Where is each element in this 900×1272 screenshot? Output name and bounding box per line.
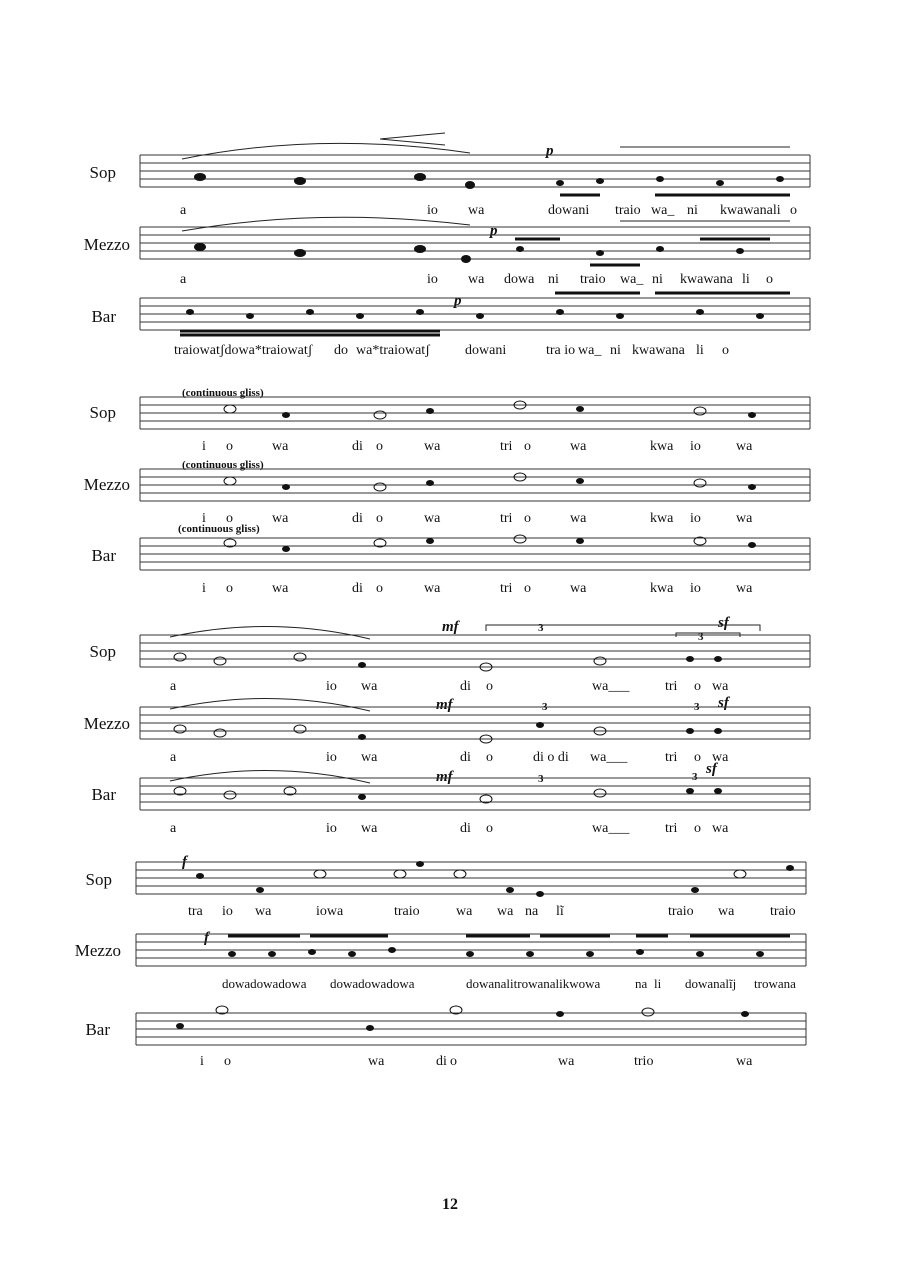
dynamic-sf: sf [718,615,729,631]
dynamic-sf: sf [706,761,717,777]
lyric: o [376,511,383,526]
lyric: o [524,511,531,526]
lyric: i [200,1054,204,1069]
lyric: dowanalitrowanalikwowa [466,976,601,991]
dynamic-mf: mf [436,697,453,713]
lyric: wa___ [592,821,630,836]
dynamic-mf: mf [442,619,459,635]
lyric: i [202,439,206,454]
lyric: di [460,679,471,694]
lyrics-sop [140,203,820,221]
lyric: wa [570,581,587,596]
lyric: io [427,203,438,218]
lyric: wa [424,581,441,596]
lyric: wa [468,272,485,287]
system-2 [0,385,900,605]
system-4 [0,850,900,1075]
mezzo-label: Mezzo [83,714,130,733]
mezzo-label: Mezzo [74,941,121,960]
lyric: wa [712,750,729,765]
lyric: ni [652,272,663,287]
lyric: kwawana [632,343,685,358]
lyric: o [524,581,531,596]
lyric: di [460,750,471,765]
lyric: io [690,511,701,526]
lyric: wa [558,1054,575,1069]
lyric: traio [770,904,796,919]
lyric: a [180,203,187,218]
lyric: wa [736,581,753,596]
lyric: o [486,821,493,836]
lyric: io [222,904,233,919]
lyric: wa [368,1054,385,1069]
lyric: o [790,203,797,218]
lyrics-sop [140,904,820,922]
lyric: li [654,976,662,991]
lyric: wa [712,821,729,836]
lyric: o [450,1054,457,1069]
lyrics-sop [140,439,820,457]
lyric: o [224,1054,231,1069]
sop-label: Sop [89,163,116,182]
lyrics-mezzo [140,750,820,768]
lyrics-bar [140,821,820,839]
lyric: na [635,976,648,991]
lyric: dowanalĩj [685,976,737,991]
lyric: wa [361,679,378,694]
lyric: i [202,511,206,526]
lyric: na [525,904,539,919]
lyric: li [696,343,704,358]
lyric: tri [665,821,678,836]
sop-staff [140,397,810,429]
lyric: tra [188,904,203,919]
dynamic-p: p [454,293,462,309]
lyric: a [170,679,177,694]
lyrics-mezzo [140,272,820,290]
bar-staff [140,298,810,330]
lyric: traio [668,904,694,919]
gliss-marking: (continuous gliss) [182,387,264,399]
lyric: io [690,581,701,596]
lyric: wa [272,439,289,454]
lyric: lĩ [556,904,564,919]
bar-staff [140,538,810,570]
mezzo-staff [136,934,806,966]
bar-label: Bar [91,546,116,565]
bar-label: Bar [85,1020,110,1039]
lyric: io [690,439,701,454]
lyrics-mezzo [140,511,820,529]
lyric: i [202,581,206,596]
lyrics-bar [140,343,820,361]
triplet-marking: 3 [692,771,698,783]
sop-staff [140,635,810,667]
lyric: wa [468,203,485,218]
lyric: do [334,343,348,358]
hairpin [380,133,445,145]
lyrics-bar [140,581,820,599]
lyrics-mezzo [140,976,820,994]
lyric: dowadowadowa [222,976,307,991]
lyric: tri [500,511,513,526]
mezzo-label: Mezzo [83,235,130,254]
system-1 [0,135,900,365]
dynamic-mf: mf [436,769,453,785]
lyric: wa_ [651,203,675,218]
notes [224,401,756,552]
lyric: iowa [316,904,344,919]
gliss-marking: (continuous gliss) [182,459,264,471]
bar-staff [140,778,810,810]
staff-group [0,850,900,1075]
dynamic-sf: sf [718,695,729,711]
dynamic-p: p [490,223,498,239]
lyric: kwawana [680,272,733,287]
lyric: dowa [504,272,535,287]
lyric: wa [712,679,729,694]
lyric: wa_ [578,343,602,358]
lyric: tri [665,679,678,694]
staff-group [0,385,900,605]
lyric: wa [424,511,441,526]
slur [182,143,470,159]
mezzo-label: Mezzo [83,475,130,494]
lyric: di [436,1054,447,1069]
lyric: wa [736,511,753,526]
dynamic-f: f [182,854,187,870]
lyrics-bar [140,1054,820,1072]
sop-staff [140,155,810,187]
lyric: o [694,821,701,836]
lyric: wa [255,904,272,919]
lyric: dowani [465,343,507,358]
slur [170,626,370,639]
staff-group [0,135,900,365]
lyric: o [226,581,233,596]
dynamic-f: f [204,930,209,946]
sop-label: Sop [89,642,116,661]
lyric: o [376,581,383,596]
lyric: o [226,439,233,454]
mezzo-staff [140,227,810,259]
lyric: wa [497,904,514,919]
triplet-marking: 3 [538,773,544,785]
triplet-marking: 3 [538,622,544,634]
lyric: dowani [548,203,590,218]
staff-group [0,615,900,840]
bar-label: Bar [91,307,116,326]
page-number: 12 [442,1196,458,1213]
lyric: a [170,821,177,836]
lyric: io [326,821,337,836]
lyric: o [694,679,701,694]
lyric: wa [570,439,587,454]
lyric: tra io [546,343,576,358]
lyric: io [427,272,438,287]
lyric: wa___ [592,679,630,694]
slur [170,698,370,711]
sop-staff [136,862,806,894]
triplet-marking: 3 [694,701,700,713]
triplet-marking: 3 [542,701,548,713]
lyric: traio [394,904,420,919]
lyric: di [352,511,363,526]
lyric: tri [500,581,513,596]
system-3 [0,615,900,840]
lyric: kwa [650,581,674,596]
lyric: wa [272,581,289,596]
lyric: traiowatʃdowa*traiowatʃ [174,343,313,358]
gliss-marking: (continuous gliss) [178,523,260,535]
lyric: wa [272,511,289,526]
lyric: di [352,439,363,454]
lyric: a [170,750,177,765]
lyric: kwa [650,439,674,454]
lyric: o [766,272,773,287]
bar-staff [136,1013,806,1045]
lyric: trio [634,1054,654,1069]
lyric: traio [580,272,606,287]
lyric: traio [615,203,641,218]
lyric: wa___ [590,750,628,765]
lyric: wa*traiowatʃ [356,343,430,358]
lyric: wa [736,1054,753,1069]
lyric: tri [665,750,678,765]
dynamic-p: p [546,143,554,159]
lyric: o [376,439,383,454]
lyric: wa [570,511,587,526]
lyric: di [352,581,363,596]
lyric: di o di [533,750,569,765]
lyric: wa [361,750,378,765]
lyric: ni [610,343,621,358]
notes [176,861,794,1031]
sop-label: Sop [89,403,116,422]
lyric: o [226,511,233,526]
triplet-marking: 3 [698,631,704,643]
lyric: trowana [754,976,796,991]
lyrics-sop [140,679,820,697]
lyric: ni [687,203,698,218]
lyric: o [524,439,531,454]
lyric: kwa [650,511,674,526]
mezzo-staff [140,469,810,501]
lyric: ni [548,272,559,287]
mezzo-staff [140,707,810,739]
lyric: kwawanali [720,203,781,218]
tuplet-bracket [486,625,760,631]
lyric: o [722,343,729,358]
lyric: io [326,679,337,694]
lyric: tri [500,439,513,454]
lyric: a [180,272,187,287]
lyric: li [742,272,750,287]
lyric: io [326,750,337,765]
lyric: wa [736,439,753,454]
lyric: o [486,679,493,694]
lyric: wa [424,439,441,454]
slur [170,770,370,783]
lyric: wa [718,904,735,919]
notes [174,653,722,803]
lyric: wa [361,821,378,836]
lyric: wa_ [620,272,644,287]
lyric: o [486,750,493,765]
lyric: dowadowadowa [330,976,415,991]
lyric: o [694,750,701,765]
lyric: di [460,821,471,836]
sop-label: Sop [85,870,112,889]
bar-label: Bar [91,785,116,804]
lyric: wa [456,904,473,919]
